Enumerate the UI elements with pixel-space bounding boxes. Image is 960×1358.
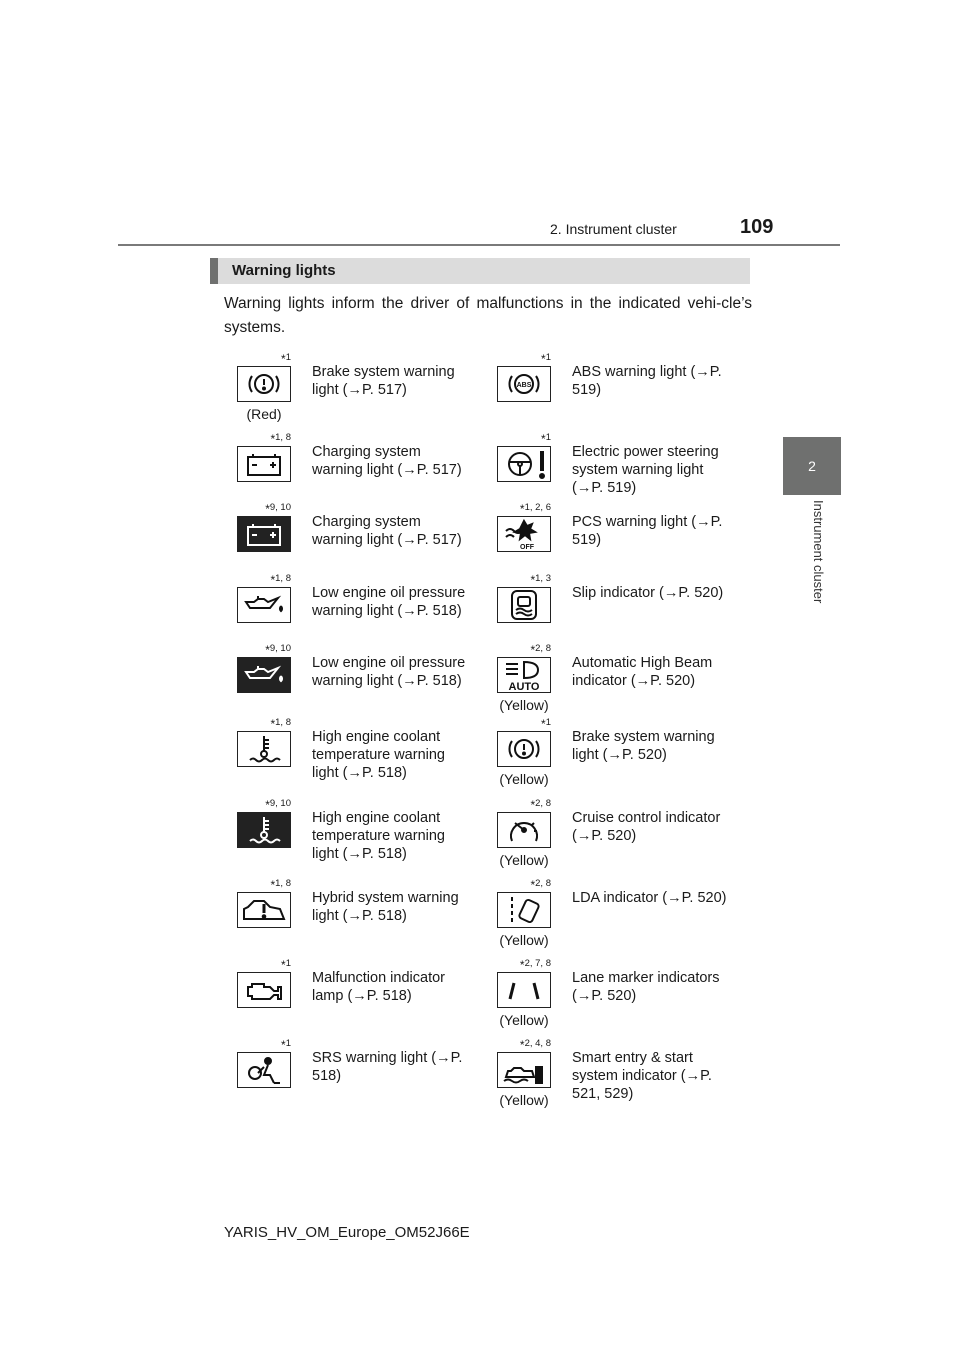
indicator-color: (Red) [246,406,282,422]
footnote-mark: *$^{2, 4, 8}$ [519,1038,551,1052]
heading-text: Warning lights [232,262,336,279]
footnote-mark: *$^1$ [541,352,551,366]
warning-light-item [472,798,730,878]
coolant-temp-icon [237,731,291,767]
footnote-mark: *$^1$ [281,958,291,972]
coolant-temp-icon [237,812,291,848]
light-description: Brake system warning light (→P. 517) [312,364,455,398]
indicator-color: (Yellow) [499,771,549,787]
footnote-mark: *$^{1, 8}$ [270,878,291,892]
footnote-mark: *$^{1, 8}$ [270,432,291,446]
warning-light-item [472,717,730,797]
indicator-color: (Yellow) [499,697,549,713]
smart-key-icon [497,1052,551,1088]
brake-warning-icon [497,731,551,767]
footnote-mark: *$^{2, 7, 8}$ [519,958,551,972]
light-description: Slip indicator (→P. 520) [572,585,724,601]
warning-light-item [472,502,730,582]
brake-warning-icon [237,366,291,402]
light-description: Electric power steering system warning light (→P. 519) [572,444,719,496]
battery-icon [237,446,291,482]
footnote-mark: *$^{2, 8}$ [530,643,551,657]
warning-light-item [472,432,730,512]
light-description: SRS warning light (→P. 518) [312,1050,463,1084]
warning-light-item [472,573,730,653]
section-heading [210,258,750,284]
light-description: High engine coolant temperature warning light (→P. 518) [312,810,445,862]
light-description: Lane marker indicators (→P. 520) [572,970,720,1004]
footnote-mark: *$^{2, 8}$ [530,878,551,892]
light-description: Malfunction indicator lamp (→P. 518) [312,970,445,1004]
footer-doc-id: YARIS_HV_OM_Europe_OM52J66E [224,1224,470,1241]
light-description: Low engine oil pressure warning light (→P. 518) [312,655,466,689]
light-description: PCS warning light (→P. 519) [572,514,723,548]
warning-light-item [212,1038,470,1118]
footnote-mark: *$^{9, 10}$ [265,502,291,516]
light-description: Cruise control indicator (→P. 520) [572,810,721,844]
abs-icon [497,366,551,402]
warning-light-item [212,643,470,723]
warning-light-item [212,878,470,958]
footnote-mark: *$^{1, 2, 6}$ [519,502,551,516]
light-description: Charging system warning light (→P. 517) [312,444,462,478]
warning-light-item [212,352,470,432]
footnote-mark: *$^{9, 10}$ [265,643,291,657]
footnote-mark: *$^{2, 8}$ [530,798,551,812]
header-rule [118,244,840,246]
footnote-mark: *$^{1, 3}$ [530,573,551,587]
page-number: 109 [740,216,774,238]
svg-text:ABS: ABS [516,382,532,389]
steering-warning-icon [497,446,551,482]
light-description: Smart entry & start system indicator (→P. 521, 529) [572,1050,712,1102]
warning-light-item [212,717,470,797]
engine-icon [237,972,291,1008]
indicator-color: (Yellow) [499,932,549,948]
footnote-mark: *$^1$ [281,352,291,366]
lda-icon [497,892,551,928]
chapter-label: Instrument cluster [811,500,826,604]
hybrid-warning-icon [237,892,291,928]
battery-icon [237,516,291,552]
warning-light-item [472,1038,730,1118]
warning-light-item [472,643,730,723]
section-title: 2. Instrument cluster [550,221,677,237]
intro-paragraph: Warning lights inform the driver of malfunctions in the indicated vehi-cle’s systems. [224,295,752,336]
light-description: Hybrid system warning light (→P. 518) [312,890,459,924]
footnote-mark: *$^{9, 10}$ [265,798,291,812]
footnote-mark: *$^{1, 8}$ [270,573,291,587]
warning-light-item [212,573,470,653]
footnote-mark: *$^1$ [541,717,551,731]
svg-text:OFF: OFF [520,544,534,551]
footnote-mark: *$^{1, 8}$ [270,717,291,731]
indicator-color: (Yellow) [499,1012,549,1028]
light-description: LDA indicator (→P. 520) [572,890,727,906]
light-description: High engine coolant temperature warning light (→P. 518) [312,729,445,781]
light-description: ABS warning light (→P. 519) [572,364,722,398]
light-description: Charging system warning light (→P. 517) [312,514,462,548]
chapter-tab: 2 [783,437,841,495]
cruise-control-icon [497,812,551,848]
svg-text:AUTO: AUTO [508,681,540,692]
srs-airbag-icon [237,1052,291,1088]
footnote-mark: *$^1$ [541,432,551,446]
auto-high-beam-icon [497,657,551,693]
oil-can-icon [237,657,291,693]
warning-light-item [212,502,470,582]
footnote-mark: *$^1$ [281,1038,291,1052]
pcs-off-icon [497,516,551,552]
slip-icon [497,587,551,623]
warning-light-item [212,432,470,512]
light-description: Brake system warning light (→P. 520) [572,729,715,763]
warning-light-item [472,878,730,958]
oil-can-icon [237,587,291,623]
light-description: Low engine oil pressure warning light (→P. 518) [312,585,466,619]
warning-light-item [212,958,470,1038]
lane-marker-icon [497,972,551,1008]
warning-light-item [472,352,730,432]
warning-light-item [472,958,730,1038]
warning-light-item [212,798,470,878]
indicator-color: (Yellow) [499,852,549,868]
light-description: Automatic High Beam indicator (→P. 520) [572,655,713,689]
indicator-color: (Yellow) [499,1092,549,1108]
